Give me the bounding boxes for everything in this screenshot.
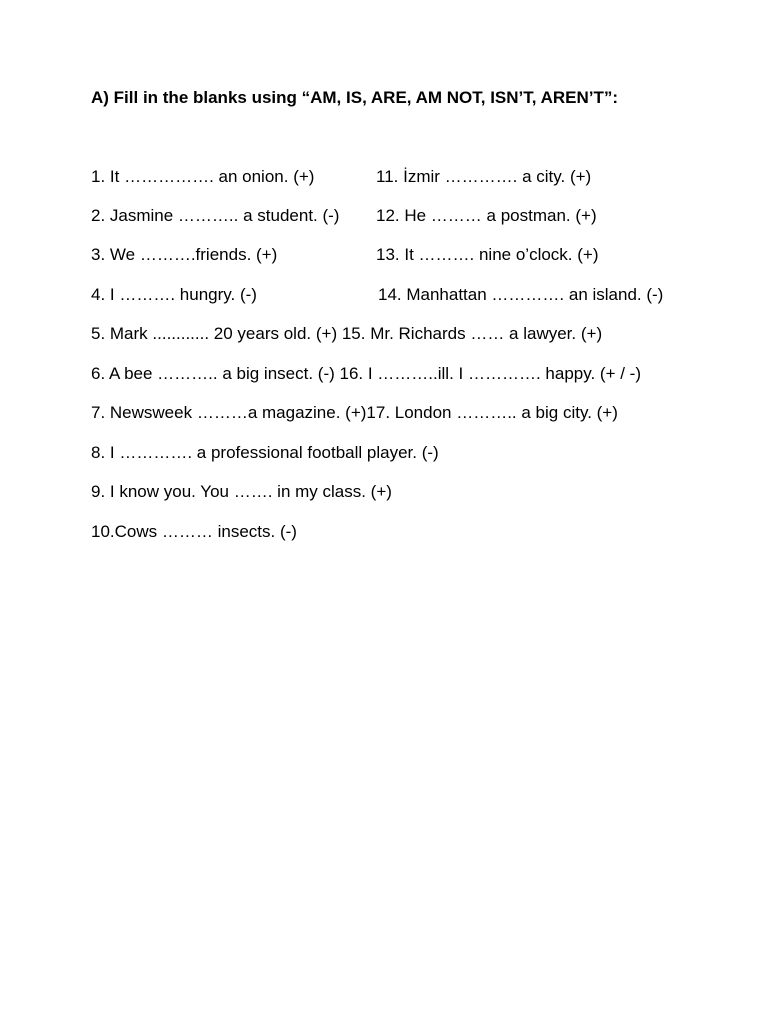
exercise-item-10: 10.Cows ……… insects. (-) (91, 522, 297, 541)
exercise-title: A) Fill in the blanks using “AM, IS, ARE, AM NOT, ISN’T, AREN’T”: (91, 88, 619, 107)
exercise-item-7-and-17: 7. Newsweek ………a magazine. (+)17. London ……….. a big city. (+) (91, 403, 618, 422)
exercise-item-14: 14. Manhattan …………. an island. (-) (378, 285, 664, 304)
exercise-item-2: 2. Jasmine ……….. a student. (-) (91, 206, 340, 225)
exercise-item-12: 12. He ……… a postman. (+) (376, 206, 597, 225)
exercise-item-6-and-16: 6. A bee ……….. a big insect. (-) 16. I ………..ill. I …………. happy. (+ / -) (91, 364, 641, 383)
exercise-item-13: 13. It ………. nine o’clock. (+) (376, 245, 599, 264)
exercise-item-3: 3. We ……….friends. (+) (91, 245, 278, 264)
exercise-item-5-and-15: 5. Mark ............ 20 years old. (+) 15. Mr. Richards …… a lawyer. (+) (91, 324, 603, 343)
exercise-item-11: 11. İzmir …………. a city. (+) (376, 167, 592, 186)
exercise-item-1: 1. It ……………. an onion. (+) (91, 167, 315, 186)
exercise-item-8: 8. I …………. a professional football player. (-) (91, 443, 439, 462)
exercise-item-9: 9. I know you. You ……. in my class. (+) (91, 482, 392, 501)
exercise-item-4: 4. I ………. hungry. (-) (91, 285, 257, 304)
